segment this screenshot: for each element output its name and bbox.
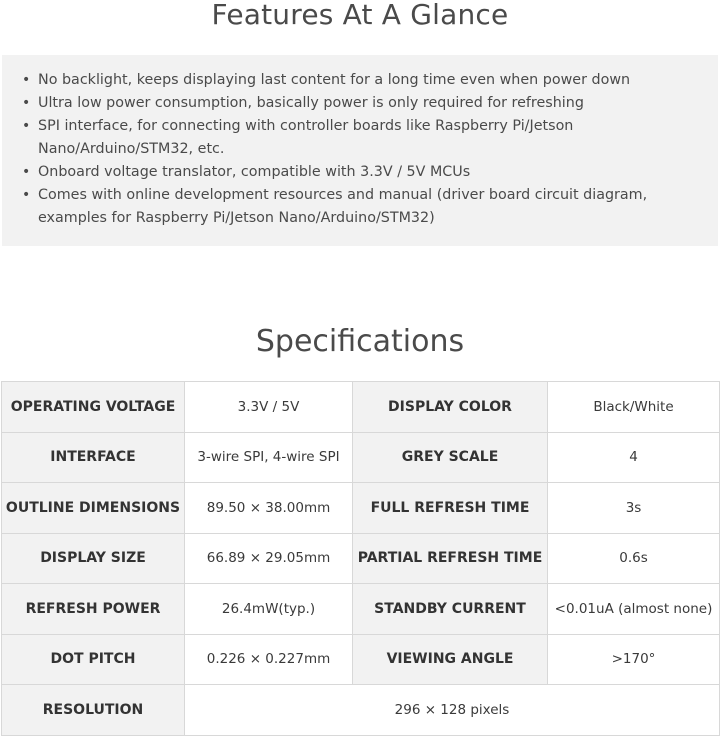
table-row	[2, 382, 720, 433]
spec-label: OUTLINE DIMENSIONS	[2, 483, 185, 534]
spec-label: STANDBY CURRENT	[353, 584, 548, 635]
feature-text: Comes with online development resources and manual (driver board circuit diagram, examples for Raspberry Pi/Jetson Nano/Arduino/STM32)	[38, 187, 648, 226]
table-row	[2, 533, 720, 584]
feature-text: SPI interface, for connecting with controller boards like Raspberry Pi/Jetson Nano/Arduino/STM32, etc.	[38, 118, 574, 157]
table-row	[2, 483, 720, 534]
spec-label: DOT PITCH	[2, 634, 185, 685]
spec-value: >170°	[548, 634, 720, 685]
spec-value: 89.50 × 38.00mm	[185, 483, 353, 534]
feature-text: No backlight, keeps displaying last content for a long time even when power down	[38, 72, 631, 88]
spec-value: 0.6s	[548, 533, 720, 584]
spec-label: DISPLAY SIZE	[2, 533, 185, 584]
features-list	[2, 55, 718, 230]
spec-value: <0.01uA (almost none)	[548, 584, 720, 635]
feature-item	[22, 69, 718, 92]
spec-value: Black/White	[548, 382, 720, 433]
specifications-table	[1, 381, 720, 736]
table-row	[2, 432, 720, 483]
spec-value: 0.226 × 0.227mm	[185, 634, 353, 685]
spec-label: GREY SCALE	[353, 432, 548, 483]
bullet-icon: •	[22, 164, 31, 180]
spec-value: 3s	[548, 483, 720, 534]
spec-value: 3-wire SPI, 4-wire SPI	[185, 432, 353, 483]
bullet-icon: •	[22, 187, 31, 203]
spec-value: 4	[548, 432, 720, 483]
spec-value: 3.3V / 5V	[185, 382, 353, 433]
spec-value: 66.89 × 29.05mm	[185, 533, 353, 584]
table-row	[2, 685, 720, 736]
feature-text: Ultra low power consumption, basically power is only required for refreshing	[38, 95, 584, 111]
features-title: Features At A Glance	[211, 0, 509, 31]
spec-label: PARTIAL REFRESH TIME	[353, 533, 548, 584]
spec-label: DISPLAY COLOR	[353, 382, 548, 433]
table-row	[2, 634, 720, 685]
bullet-icon: •	[22, 118, 31, 134]
spec-label: FULL REFRESH TIME	[353, 483, 548, 534]
resolution-value: 296 × 128 pixels	[185, 685, 720, 736]
feature-text: Onboard voltage translator, compatible with 3.3V / 5V MCUs	[38, 164, 471, 180]
feature-item	[22, 92, 718, 115]
features-panel	[2, 55, 718, 246]
bullet-icon: •	[22, 72, 31, 88]
spec-label: VIEWING ANGLE	[353, 634, 548, 685]
spec-value: 26.4mW(typ.)	[185, 584, 353, 635]
feature-item	[22, 115, 718, 161]
table-row	[2, 584, 720, 635]
bullet-icon: •	[22, 95, 31, 111]
resolution-label: RESOLUTION	[2, 685, 185, 736]
spec-label: REFRESH POWER	[2, 584, 185, 635]
feature-item	[22, 184, 718, 230]
specifications-title: Specifications	[255, 324, 465, 359]
feature-item	[22, 161, 718, 184]
spec-label: INTERFACE	[2, 432, 185, 483]
spec-label: OPERATING VOLTAGE	[2, 382, 185, 433]
